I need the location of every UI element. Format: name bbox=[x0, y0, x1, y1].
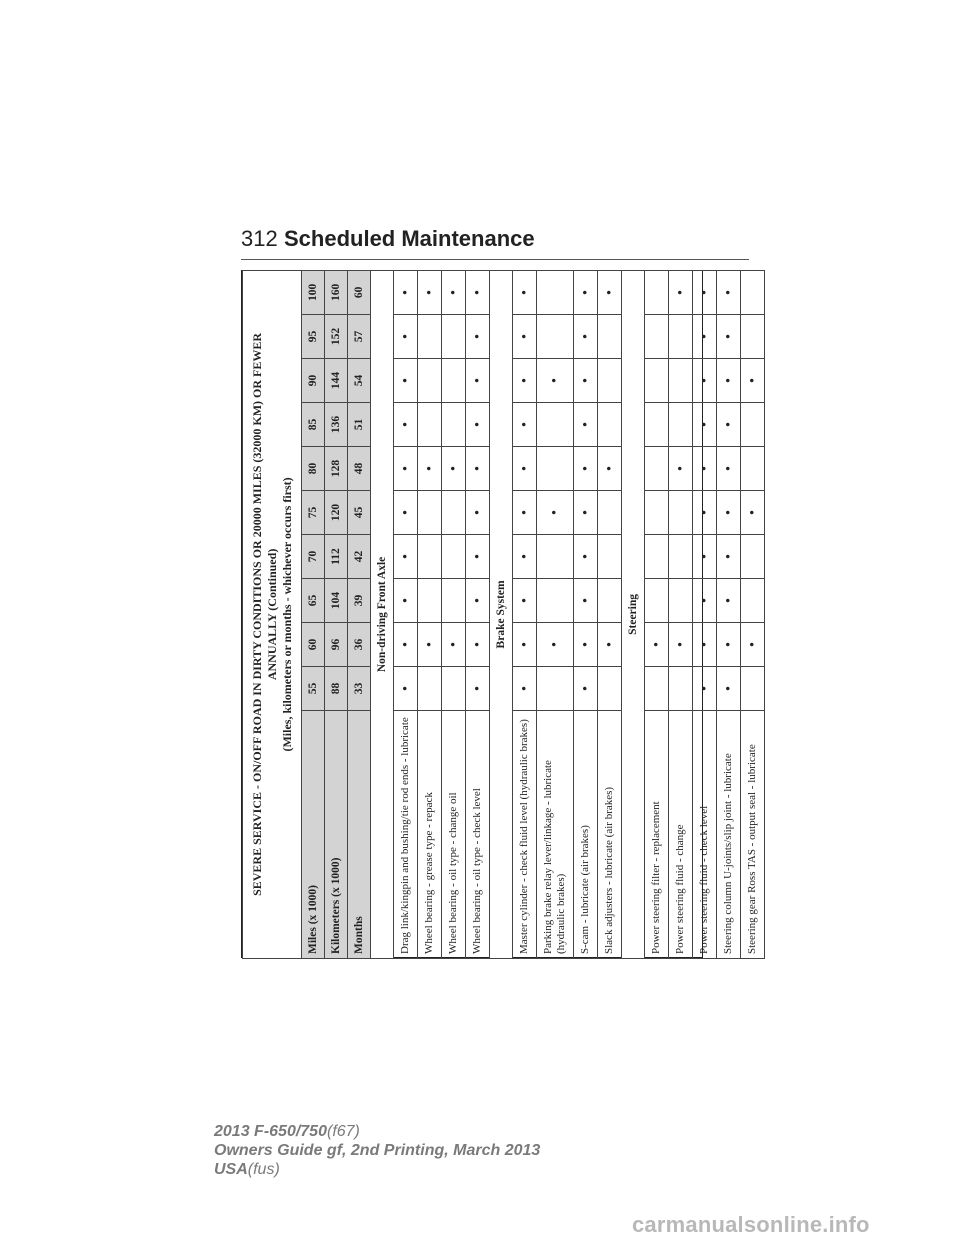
service-mark-cell bbox=[693, 270, 717, 314]
interval-value: 88 bbox=[325, 667, 348, 711]
interval-value: 60 bbox=[302, 623, 325, 667]
service-mark-cell bbox=[537, 667, 574, 711]
service-mark-cell bbox=[598, 270, 622, 314]
service-mark-cell bbox=[669, 315, 693, 359]
service-mark-cell bbox=[598, 447, 622, 491]
interval-value: 65 bbox=[302, 579, 325, 623]
service-mark-cell bbox=[669, 270, 693, 314]
service-item-label: Drag link/kingpin and bushing/tie rod ends - lubricate bbox=[394, 711, 418, 959]
section-title: Brake System bbox=[490, 270, 513, 958]
service-mark-cell bbox=[574, 579, 598, 623]
service-mark-cell bbox=[394, 447, 418, 491]
service-mark-cell bbox=[645, 315, 669, 359]
service-mark-cell bbox=[537, 491, 574, 535]
service-mark-cell bbox=[466, 535, 490, 579]
service-dot: • bbox=[577, 377, 594, 384]
interval-value: 144 bbox=[325, 359, 348, 403]
service-mark-cell bbox=[394, 667, 418, 711]
interval-header-row bbox=[348, 270, 371, 958]
service-dot: • bbox=[577, 421, 594, 428]
interval-value: 96 bbox=[325, 623, 348, 667]
service-mark-cell bbox=[693, 623, 717, 667]
service-mark-cell bbox=[669, 667, 693, 711]
service-dot: • bbox=[720, 509, 737, 516]
service-mark-cell bbox=[466, 403, 490, 447]
interval-value: 100 bbox=[302, 270, 325, 314]
service-mark-cell bbox=[598, 667, 622, 711]
service-mark-cell bbox=[513, 315, 537, 359]
table-row bbox=[693, 270, 717, 958]
service-mark-cell bbox=[394, 623, 418, 667]
footer-line1 bbox=[214, 1122, 714, 1141]
service-mark-cell bbox=[513, 667, 537, 711]
service-mark-cell bbox=[574, 359, 598, 403]
service-mark-cell bbox=[669, 491, 693, 535]
interval-header-label: Miles (x 1000) bbox=[302, 711, 325, 959]
service-dot: • bbox=[516, 685, 533, 692]
service-mark-cell bbox=[513, 447, 537, 491]
service-dot: • bbox=[516, 333, 533, 340]
service-mark-cell bbox=[442, 447, 466, 491]
section-title: Steering bbox=[622, 270, 645, 958]
service-mark-cell bbox=[669, 447, 693, 491]
service-dot: • bbox=[397, 597, 414, 604]
footer-market-code: (fus) bbox=[247, 1161, 280, 1178]
interval-value: 136 bbox=[325, 403, 348, 447]
footer-model-code: (f67) bbox=[326, 1123, 360, 1140]
service-mark-cell bbox=[537, 447, 574, 491]
service-dot: • bbox=[469, 421, 486, 428]
service-dot: • bbox=[696, 465, 713, 472]
service-dot: • bbox=[397, 421, 414, 428]
section-header-row bbox=[490, 270, 513, 958]
service-dot: • bbox=[601, 289, 618, 296]
service-dot: • bbox=[577, 685, 594, 692]
service-dot: • bbox=[744, 509, 761, 516]
header-rule bbox=[241, 259, 749, 260]
service-mark-cell bbox=[693, 579, 717, 623]
service-dot: • bbox=[577, 597, 594, 604]
section-title: Non-driving Front Axle bbox=[371, 270, 394, 958]
rotated-table-container bbox=[242, 271, 761, 959]
service-mark-cell bbox=[442, 623, 466, 667]
service-mark-cell bbox=[645, 447, 669, 491]
table-row bbox=[442, 270, 466, 958]
table-row bbox=[394, 270, 418, 958]
table-row bbox=[741, 270, 765, 958]
service-mark-cell bbox=[466, 359, 490, 403]
service-mark-cell bbox=[513, 403, 537, 447]
maintenance-table-frame bbox=[241, 270, 761, 958]
service-dot: • bbox=[469, 509, 486, 516]
table-row bbox=[669, 270, 693, 958]
interval-value: 80 bbox=[302, 447, 325, 491]
service-dot: • bbox=[469, 289, 486, 296]
service-dot: • bbox=[577, 553, 594, 560]
service-dot: • bbox=[469, 377, 486, 384]
service-mark-cell bbox=[442, 403, 466, 447]
service-mark-cell bbox=[513, 535, 537, 579]
service-mark-cell bbox=[574, 535, 598, 579]
service-dot: • bbox=[516, 377, 533, 384]
service-item-label: Power steering fluid - check level bbox=[693, 711, 717, 959]
page-footer bbox=[214, 1122, 714, 1179]
service-mark-cell bbox=[394, 491, 418, 535]
service-mark-cell bbox=[741, 491, 765, 535]
table-row bbox=[513, 270, 537, 958]
service-mark-cell bbox=[669, 579, 693, 623]
service-dot: • bbox=[720, 553, 737, 560]
service-mark-cell bbox=[537, 403, 574, 447]
service-dot: • bbox=[577, 641, 594, 648]
service-mark-cell bbox=[741, 315, 765, 359]
interval-value: 160 bbox=[325, 270, 348, 314]
service-mark-cell bbox=[717, 535, 741, 579]
footer-line2: Owners Guide gf, 2nd Printing, March 2013 bbox=[214, 1142, 541, 1159]
service-mark-cell bbox=[717, 491, 741, 535]
service-mark-cell bbox=[741, 623, 765, 667]
service-mark-cell bbox=[418, 403, 442, 447]
service-mark-cell bbox=[741, 579, 765, 623]
service-item-label: Wheel bearing - grease type - repack bbox=[418, 711, 442, 959]
table-row bbox=[717, 270, 741, 958]
service-item-label: Master cylinder - check fluid level (hydraulic brakes) bbox=[513, 711, 537, 959]
service-mark-cell bbox=[394, 579, 418, 623]
interval-value: 39 bbox=[348, 579, 371, 623]
service-dot: • bbox=[397, 465, 414, 472]
service-dot: • bbox=[397, 685, 414, 692]
interval-value: 51 bbox=[348, 403, 371, 447]
service-mark-cell bbox=[717, 403, 741, 447]
service-dot: • bbox=[577, 465, 594, 472]
service-mark-cell bbox=[669, 359, 693, 403]
service-mark-cell bbox=[513, 579, 537, 623]
service-mark-cell bbox=[574, 447, 598, 491]
service-item-label: Power steering filter - replacement bbox=[645, 711, 669, 959]
service-item-label: S-cam - lubricate (air brakes) bbox=[574, 711, 598, 959]
service-mark-cell bbox=[645, 623, 669, 667]
service-dot: • bbox=[720, 289, 737, 296]
service-dot: • bbox=[397, 509, 414, 516]
service-item-label: Wheel bearing - oil type - change oil bbox=[442, 711, 466, 959]
page-number: 312 bbox=[241, 226, 278, 251]
service-mark-cell bbox=[645, 491, 669, 535]
table-row bbox=[466, 270, 490, 958]
interval-value: 60 bbox=[348, 270, 371, 314]
interval-value: 42 bbox=[348, 535, 371, 579]
service-dot: • bbox=[469, 597, 486, 604]
footer-market: USA bbox=[214, 1161, 248, 1178]
service-dot: • bbox=[720, 377, 737, 384]
service-mark-cell bbox=[645, 579, 669, 623]
interval-value: 75 bbox=[302, 491, 325, 535]
service-dot: • bbox=[577, 289, 594, 296]
service-mark-cell bbox=[717, 667, 741, 711]
table-row bbox=[537, 270, 574, 958]
service-mark-cell bbox=[394, 535, 418, 579]
service-item-label: Slack adjusters - lubricate (air brakes) bbox=[598, 711, 622, 959]
service-dot: • bbox=[397, 641, 414, 648]
service-item-label: Steering column U-joints/slip joint - lubricate bbox=[717, 711, 741, 959]
service-dot: • bbox=[421, 465, 438, 472]
service-mark-cell bbox=[537, 359, 574, 403]
service-dot: • bbox=[720, 641, 737, 648]
footer-line3 bbox=[214, 1160, 714, 1179]
service-mark-cell bbox=[693, 491, 717, 535]
service-dot: • bbox=[421, 641, 438, 648]
severe-service-table bbox=[242, 270, 765, 959]
service-dot: • bbox=[469, 333, 486, 340]
service-mark-cell bbox=[574, 403, 598, 447]
service-mark-cell bbox=[537, 579, 574, 623]
service-mark-cell bbox=[513, 359, 537, 403]
service-mark-cell bbox=[741, 447, 765, 491]
table-title bbox=[243, 270, 302, 958]
interval-header-row bbox=[302, 270, 325, 958]
interval-value: 90 bbox=[302, 359, 325, 403]
service-mark-cell bbox=[741, 359, 765, 403]
watermark: carmanualsonline.info bbox=[632, 1212, 870, 1237]
service-dot: • bbox=[696, 597, 713, 604]
service-mark-cell bbox=[442, 535, 466, 579]
service-mark-cell bbox=[598, 359, 622, 403]
service-mark-cell bbox=[537, 270, 574, 314]
table-title-line3: (Miles, kilometers or months - whichever occurs first) bbox=[279, 477, 294, 752]
service-item-label: Wheel bearing - oil type - check level bbox=[466, 711, 490, 959]
service-mark-cell bbox=[741, 270, 765, 314]
service-mark-cell bbox=[418, 623, 442, 667]
service-mark-cell bbox=[418, 270, 442, 314]
service-mark-cell bbox=[466, 447, 490, 491]
service-mark-cell bbox=[693, 667, 717, 711]
service-mark-cell bbox=[645, 667, 669, 711]
service-dot: • bbox=[720, 597, 737, 604]
service-mark-cell bbox=[598, 579, 622, 623]
service-mark-cell bbox=[442, 270, 466, 314]
section-header-row bbox=[622, 270, 645, 958]
service-dot: • bbox=[421, 289, 438, 296]
service-mark-cell bbox=[645, 403, 669, 447]
interval-value: 33 bbox=[348, 667, 371, 711]
service-item-label: Power steering fluid - change bbox=[669, 711, 693, 959]
service-dot: • bbox=[397, 333, 414, 340]
service-dot: • bbox=[445, 289, 462, 296]
service-mark-cell bbox=[669, 623, 693, 667]
service-dot: • bbox=[516, 553, 533, 560]
table-row bbox=[645, 270, 669, 958]
service-dot: • bbox=[516, 509, 533, 516]
service-dot: • bbox=[744, 641, 761, 648]
page-header bbox=[241, 226, 749, 256]
service-dot: • bbox=[696, 685, 713, 692]
section-title: Scheduled Maintenance bbox=[284, 226, 535, 251]
service-mark-cell bbox=[394, 270, 418, 314]
service-mark-cell bbox=[466, 491, 490, 535]
service-mark-cell bbox=[537, 535, 574, 579]
service-mark-cell bbox=[418, 535, 442, 579]
service-mark-cell bbox=[574, 315, 598, 359]
service-mark-cell bbox=[574, 667, 598, 711]
service-mark-cell bbox=[717, 359, 741, 403]
interval-value: 36 bbox=[348, 623, 371, 667]
interval-value: 70 bbox=[302, 535, 325, 579]
service-mark-cell bbox=[598, 315, 622, 359]
service-dot: • bbox=[696, 377, 713, 384]
service-dot: • bbox=[469, 641, 486, 648]
service-dot: • bbox=[720, 333, 737, 340]
table-row bbox=[418, 270, 442, 958]
service-mark-cell bbox=[442, 359, 466, 403]
service-mark-cell bbox=[693, 359, 717, 403]
service-dot: • bbox=[601, 641, 618, 648]
table-row bbox=[574, 270, 598, 958]
service-mark-cell bbox=[741, 403, 765, 447]
service-mark-cell bbox=[513, 623, 537, 667]
service-mark-cell bbox=[598, 535, 622, 579]
service-item-label: Steering gear Ross TAS - output seal - lubricate bbox=[741, 711, 765, 959]
service-mark-cell bbox=[466, 270, 490, 314]
service-dot: • bbox=[744, 377, 761, 384]
service-mark-cell bbox=[394, 359, 418, 403]
service-mark-cell bbox=[717, 579, 741, 623]
service-mark-cell bbox=[574, 491, 598, 535]
service-mark-cell bbox=[717, 623, 741, 667]
service-mark-cell bbox=[537, 315, 574, 359]
service-mark-cell bbox=[466, 623, 490, 667]
service-mark-cell bbox=[645, 270, 669, 314]
service-dot: • bbox=[516, 421, 533, 428]
service-mark-cell bbox=[418, 491, 442, 535]
service-mark-cell bbox=[442, 315, 466, 359]
service-dot: • bbox=[516, 641, 533, 648]
service-mark-cell bbox=[598, 403, 622, 447]
interval-header-label: Kilometers (x 1000) bbox=[325, 711, 348, 959]
interval-header-label: Months bbox=[348, 711, 371, 959]
table-row bbox=[598, 270, 622, 958]
interval-value: 48 bbox=[348, 447, 371, 491]
interval-value: 45 bbox=[348, 491, 371, 535]
service-mark-cell bbox=[693, 447, 717, 491]
service-mark-cell bbox=[717, 447, 741, 491]
service-dot: • bbox=[577, 509, 594, 516]
service-mark-cell bbox=[693, 315, 717, 359]
service-dot: • bbox=[696, 553, 713, 560]
interval-value: 112 bbox=[325, 535, 348, 579]
interval-value: 95 bbox=[302, 315, 325, 359]
service-dot: • bbox=[696, 421, 713, 428]
service-dot: • bbox=[469, 553, 486, 560]
service-dot: • bbox=[469, 465, 486, 472]
service-mark-cell bbox=[394, 315, 418, 359]
service-dot: • bbox=[648, 641, 665, 648]
service-dot: • bbox=[445, 641, 462, 648]
table-title-line1: SEVERE SERVICE - ON/OFF ROAD IN DIRTY CONDITIONS OR 20000 MILES (32000 KM) OR FEWER bbox=[249, 332, 264, 896]
service-dot: • bbox=[516, 465, 533, 472]
service-dot: • bbox=[516, 289, 533, 296]
interval-value: 55 bbox=[302, 667, 325, 711]
service-mark-cell bbox=[741, 667, 765, 711]
service-mark-cell bbox=[741, 535, 765, 579]
service-dot: • bbox=[720, 465, 737, 472]
interval-value: 104 bbox=[325, 579, 348, 623]
service-mark-cell bbox=[442, 667, 466, 711]
service-mark-cell bbox=[598, 491, 622, 535]
service-dot: • bbox=[696, 333, 713, 340]
interval-value: 128 bbox=[325, 447, 348, 491]
service-mark-cell bbox=[537, 623, 574, 667]
service-mark-cell bbox=[513, 270, 537, 314]
service-mark-cell bbox=[466, 579, 490, 623]
service-dot: • bbox=[672, 641, 689, 648]
service-mark-cell bbox=[598, 623, 622, 667]
service-mark-cell bbox=[442, 491, 466, 535]
service-dot: • bbox=[696, 289, 713, 296]
service-dot: • bbox=[720, 685, 737, 692]
service-mark-cell bbox=[466, 667, 490, 711]
interval-value: 85 bbox=[302, 403, 325, 447]
service-dot: • bbox=[696, 641, 713, 648]
service-dot: • bbox=[397, 377, 414, 384]
service-mark-cell bbox=[418, 667, 442, 711]
service-dot: • bbox=[672, 465, 689, 472]
interval-value: 120 bbox=[325, 491, 348, 535]
service-dot: • bbox=[696, 509, 713, 516]
service-dot: • bbox=[469, 685, 486, 692]
service-item-label: Parking brake relay lever/linkage - lubricate (hydraulic brakes) bbox=[537, 711, 574, 959]
service-mark-cell bbox=[669, 535, 693, 579]
service-dot: • bbox=[516, 597, 533, 604]
service-dot: • bbox=[577, 333, 594, 340]
service-mark-cell bbox=[669, 403, 693, 447]
service-mark-cell bbox=[394, 403, 418, 447]
service-mark-cell bbox=[645, 535, 669, 579]
service-dot: • bbox=[547, 641, 563, 648]
service-mark-cell bbox=[418, 447, 442, 491]
section-header-row bbox=[371, 270, 394, 958]
service-mark-cell bbox=[442, 579, 466, 623]
service-mark-cell bbox=[574, 623, 598, 667]
interval-header-row bbox=[325, 270, 348, 958]
service-mark-cell bbox=[574, 270, 598, 314]
service-mark-cell bbox=[418, 315, 442, 359]
service-mark-cell bbox=[418, 359, 442, 403]
table-title-line2: ANNUALLY (Continued) bbox=[264, 548, 279, 681]
service-mark-cell bbox=[513, 491, 537, 535]
interval-value: 54 bbox=[348, 359, 371, 403]
service-mark-cell bbox=[466, 315, 490, 359]
service-dot: • bbox=[720, 421, 737, 428]
service-dot: • bbox=[397, 553, 414, 560]
service-dot: • bbox=[445, 465, 462, 472]
service-dot: • bbox=[672, 289, 689, 296]
footer-model: 2013 F-650/750 bbox=[214, 1123, 327, 1140]
service-dot: • bbox=[547, 509, 563, 516]
service-dot: • bbox=[397, 289, 414, 296]
interval-value: 57 bbox=[348, 315, 371, 359]
service-mark-cell bbox=[693, 535, 717, 579]
service-mark-cell bbox=[717, 270, 741, 314]
interval-value: 152 bbox=[325, 315, 348, 359]
service-mark-cell bbox=[418, 579, 442, 623]
service-dot: • bbox=[601, 465, 618, 472]
service-mark-cell bbox=[717, 315, 741, 359]
service-dot: • bbox=[547, 377, 563, 384]
service-mark-cell bbox=[645, 359, 669, 403]
service-mark-cell bbox=[693, 403, 717, 447]
